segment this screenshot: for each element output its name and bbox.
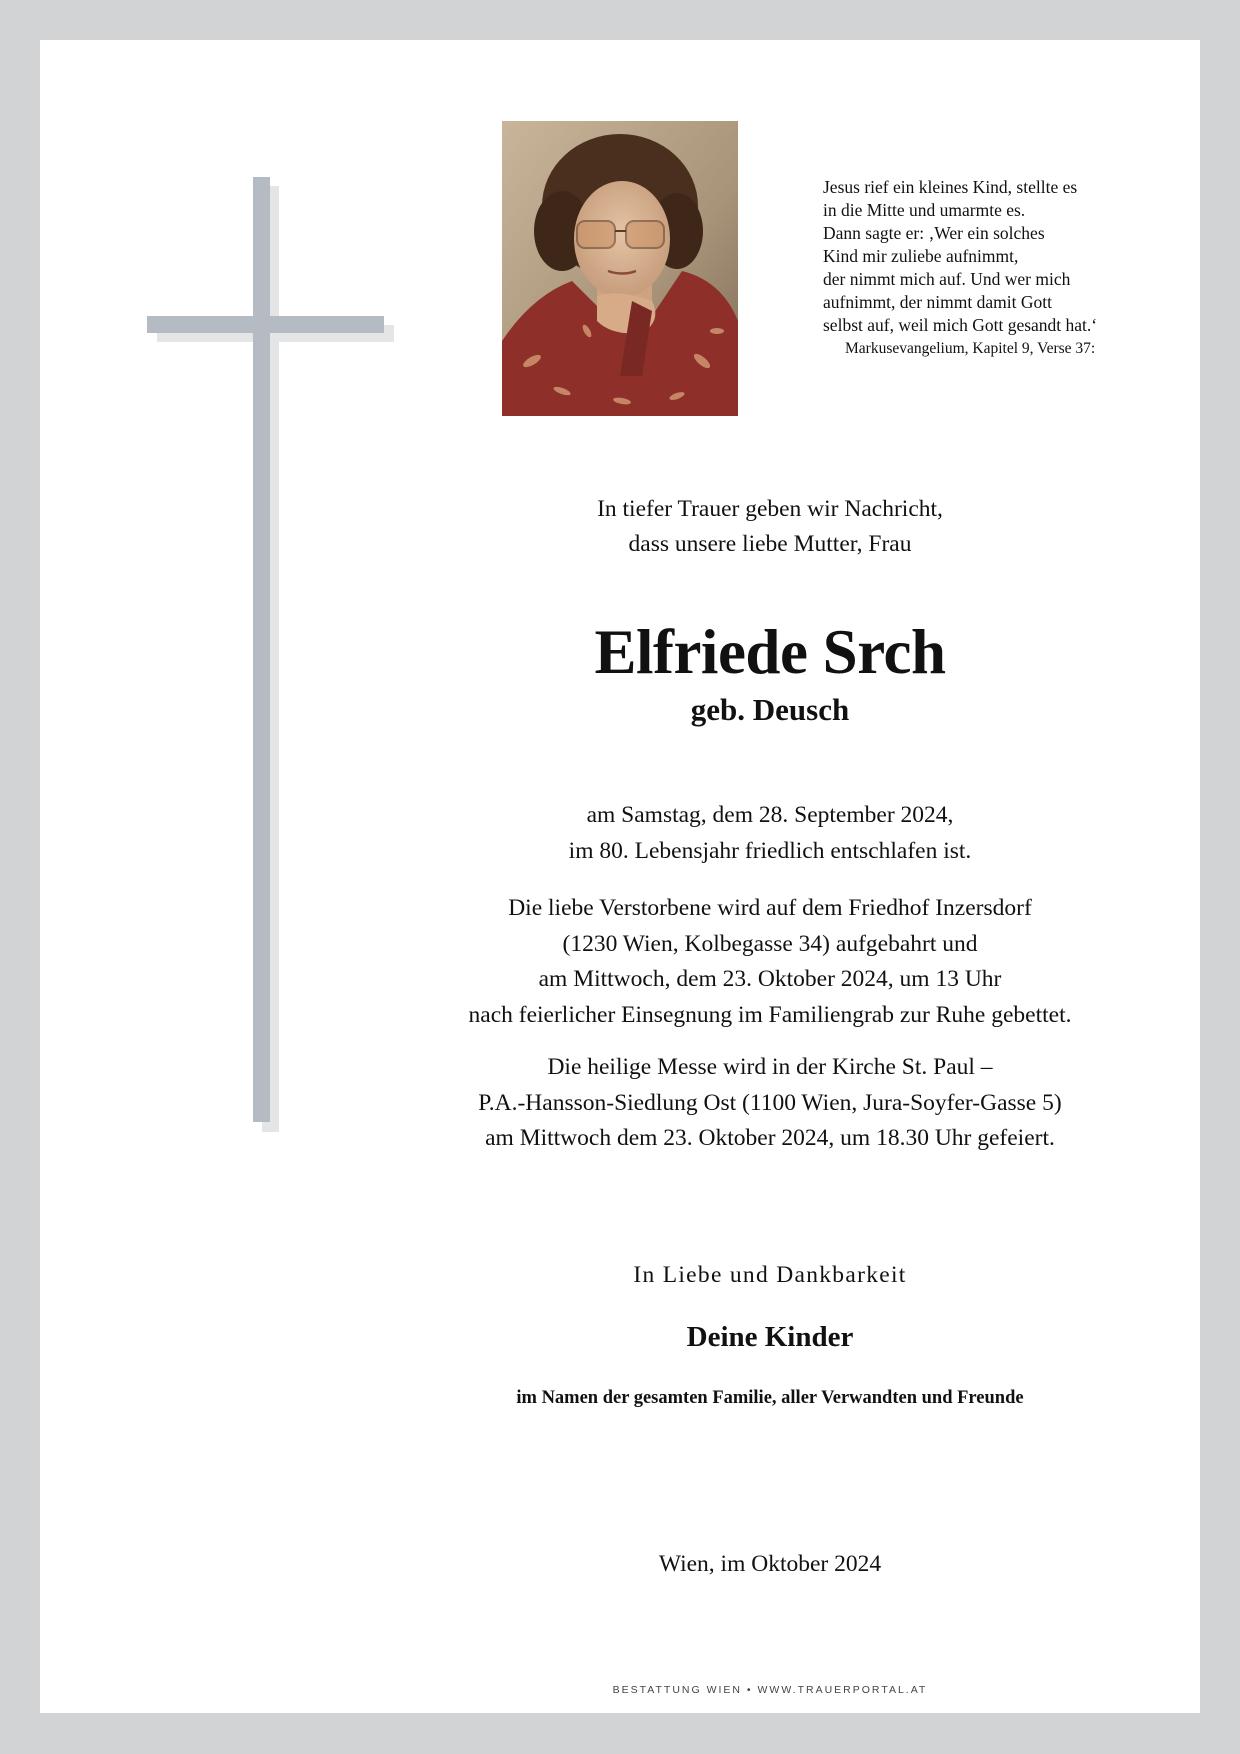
death-paragraph xyxy=(400,798,1140,869)
place-date: Wien, im Oktober 2024 xyxy=(658,1551,882,1577)
quote-line: in die Mitte und umarmte es. xyxy=(823,200,1026,220)
paragraph-line: am Mittwoch, dem 23. Oktober 2024, um 13 Uhr xyxy=(538,966,1002,992)
intro-text xyxy=(400,492,1140,562)
deceased-name: Elfriede Srch xyxy=(594,617,946,687)
quote-line: selbst auf, weil mich Gott gesandt hat.‘ xyxy=(823,315,1098,335)
quote-line: Kind mir zuliebe aufnimmt, xyxy=(823,246,1019,266)
paragraph-line: Die liebe Verstorbene wird auf dem Friedhof Inzersdorf xyxy=(508,895,1032,921)
intro-line: dass unsere liebe Mutter, Frau xyxy=(628,531,912,557)
quote-line: der nimmt mich auf. Und wer mich xyxy=(823,269,1071,289)
family-line: im Namen der gesamten Familie, aller Verwandten und Freunde xyxy=(516,1388,1024,1408)
cross-beam-horizontal xyxy=(147,316,384,333)
birth-name: geb. Deusch xyxy=(690,692,850,727)
dedication-text: In Liebe und Dankbarkeit xyxy=(633,1262,907,1288)
paragraph-line: P.A.-Hansson-Siedlung Ost (1100 Wien, Jura-Soyfer-Gasse 5) xyxy=(478,1089,1062,1116)
funeral-paragraph xyxy=(400,891,1140,1033)
quote-line: Dann sagte er: ‚Wer ein solches xyxy=(823,223,1045,243)
cross-shadow-vertical xyxy=(262,186,279,1132)
paragraph-line: Die heilige Messe wird in der Kirche St. Paul – xyxy=(547,1054,993,1080)
footer-credit: BESTATTUNG WIEN • WWW.TRAUERPORTAL.AT xyxy=(612,1684,928,1696)
cross-shadow-horizontal xyxy=(157,325,394,342)
paragraph-line: nach feierlicher Einsegnung im Familiengrab zur Ruhe gebettet. xyxy=(468,1001,1072,1028)
cross-beam-vertical xyxy=(253,177,270,1122)
quote-line: Jesus rief ein kleines Kind, stellte es xyxy=(823,177,1078,197)
signed-by: Deine Kinder xyxy=(686,1321,854,1353)
paragraph-line: am Samstag, dem 28. September 2024, xyxy=(586,802,954,828)
paragraph-line: am Mittwoch dem 23. Oktober 2024, um 18.30 Uhr gefeiert. xyxy=(485,1125,1055,1151)
obituary-sheet xyxy=(40,40,1200,1713)
mass-paragraph xyxy=(400,1050,1140,1157)
paragraph-line: (1230 Wien, Kolbegasse 34) aufgebahrt und xyxy=(562,930,978,957)
quote-line: aufnimmt, der nimmt damit Gott xyxy=(823,292,1052,312)
paragraph-line: im 80. Lebensjahr friedlich entschlafen ist. xyxy=(568,837,972,864)
bible-quote xyxy=(823,176,1163,360)
quote-source: Markusevangelium, Kapitel 9, Verse 37: xyxy=(845,340,1096,357)
portrait-photo xyxy=(502,121,738,416)
intro-line: In tiefer Trauer geben wir Nachricht, xyxy=(597,496,943,522)
